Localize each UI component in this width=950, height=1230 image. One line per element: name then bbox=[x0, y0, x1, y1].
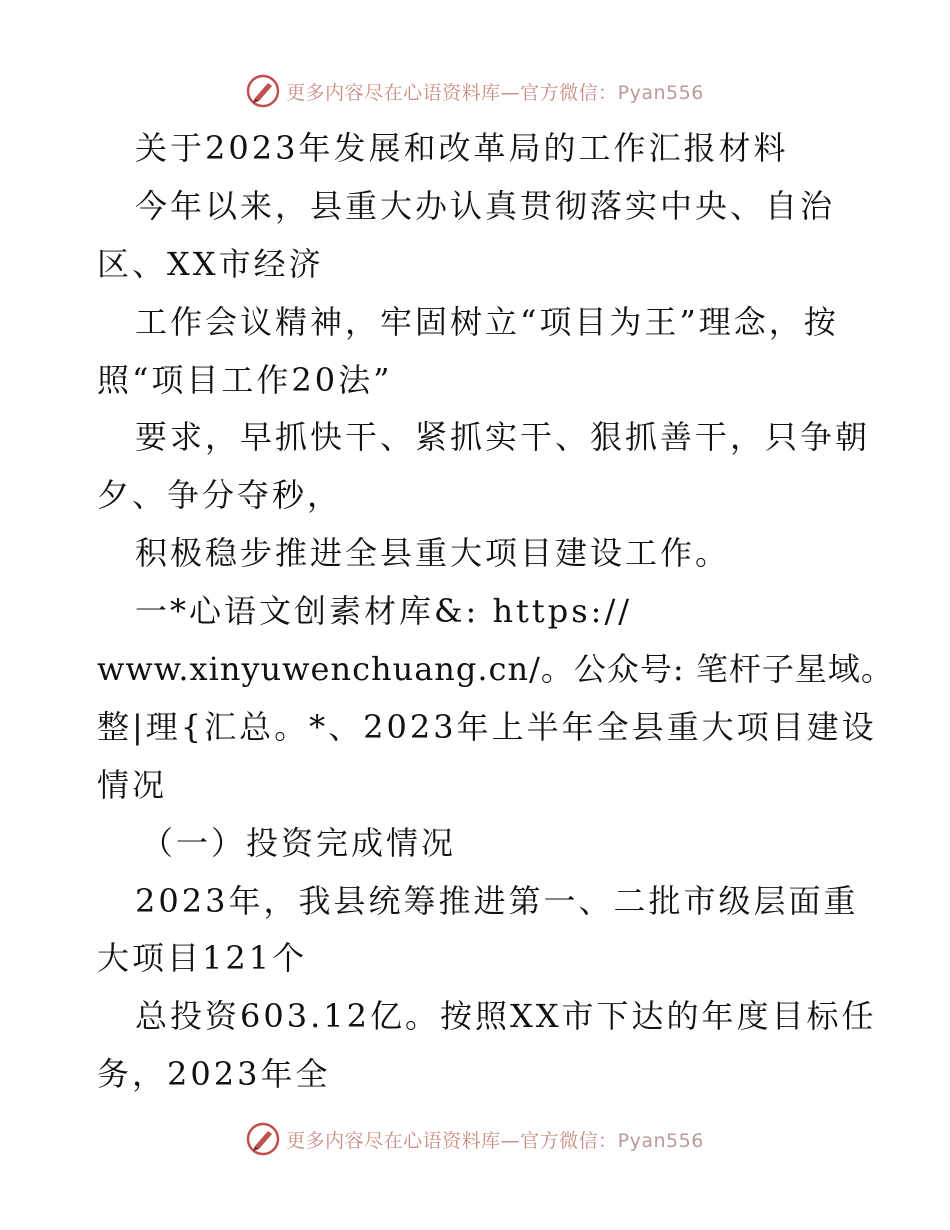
paragraph-line: 整|理{汇总。*、2023年上半年全县重大项目建设 bbox=[97, 707, 877, 746]
watermark-footer bbox=[0, 1119, 950, 1159]
paragraph-line: 情况 bbox=[97, 765, 168, 804]
paragraph-line: 积极稳步推进全县重大项目建设工作。 bbox=[135, 534, 731, 573]
document-body bbox=[97, 120, 894, 1104]
paragraph-line: 夕、争分夺秒， bbox=[97, 476, 343, 515]
paragraph-line: 今年以来，县重大办认真贯彻落实中央、自治 bbox=[135, 186, 836, 225]
paragraph-line: www.xinyuwenchuang.cn/。公众号: 笔杆子星域。 bbox=[97, 650, 894, 689]
watermark-text: 更多内容尽在心语资料库—官方微信：Pyan556 bbox=[286, 1129, 704, 1152]
pen-logo-icon bbox=[246, 1122, 280, 1156]
paragraph-line: 区、XX市经济 bbox=[97, 244, 324, 283]
paragraph-line: 工作会议精神，牢固树立“项目为王”理念，按 bbox=[135, 302, 839, 341]
document-title: 关于2023年发展和改革局的工作汇报材料 bbox=[135, 129, 789, 167]
paragraph-line: 2023年，我县统筹推进第一、二批市级层面重 bbox=[135, 881, 859, 920]
paragraph-line: 照“项目工作20法” bbox=[97, 360, 393, 399]
paragraph-line: 大项目121个 bbox=[97, 939, 308, 978]
paragraph-line: 一*心语文创素材库&: https:// bbox=[135, 592, 633, 631]
watermark-text: 更多内容尽在心语资料库—官方微信：Pyan556 bbox=[286, 81, 704, 104]
paragraph-line: 务，2023年全 bbox=[97, 1055, 331, 1094]
section-heading: （一）投资完成情况 bbox=[141, 823, 457, 862]
paragraph-line: 要求，早抓快干、紧抓实干、狠抓善干，只争朝 bbox=[135, 418, 871, 457]
paragraph-line: 总投资603.12亿。按照XX市下达的年度目标任 bbox=[135, 997, 877, 1036]
watermark-header bbox=[0, 71, 950, 111]
pen-logo-icon bbox=[246, 74, 280, 108]
